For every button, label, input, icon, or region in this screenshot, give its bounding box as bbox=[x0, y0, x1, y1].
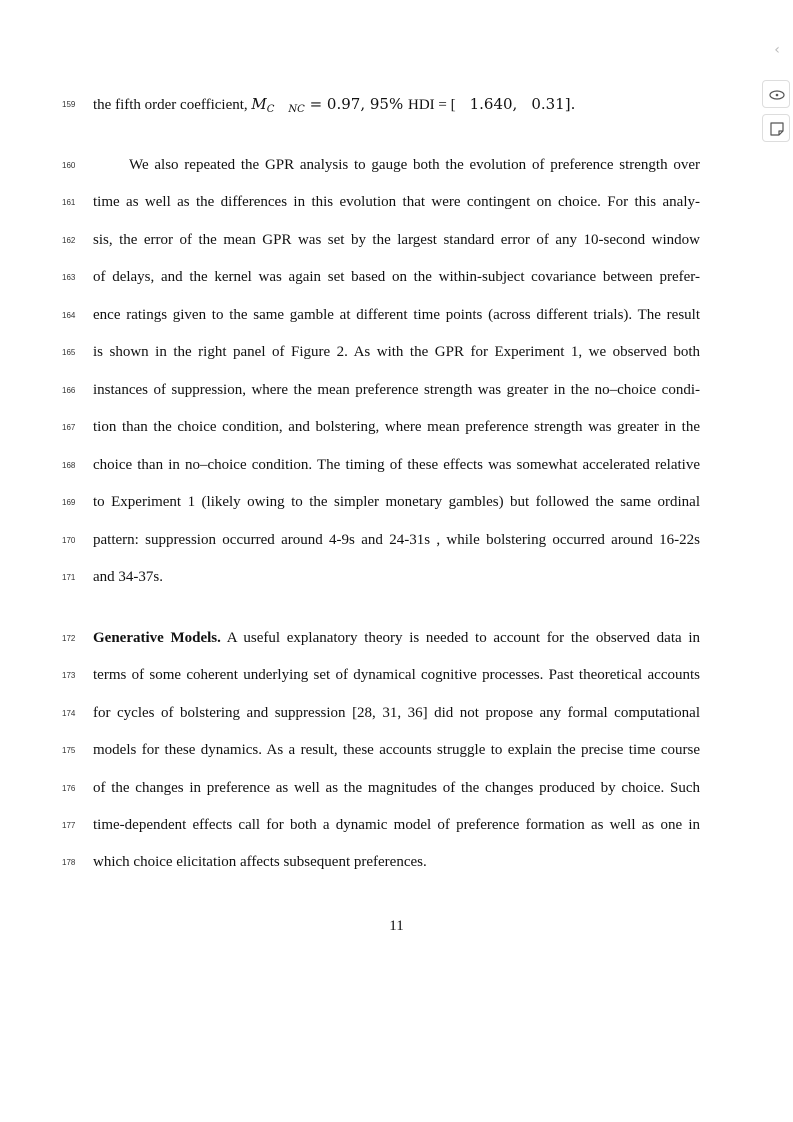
text-line bbox=[0, 192, 793, 212]
line-text: choice than in no–choice condition. The timing of these effects was somewhat accelerated relative bbox=[93, 457, 700, 473]
section-heading: Generative Models. bbox=[93, 630, 221, 646]
line-number: 165 bbox=[62, 348, 76, 357]
math-subscript: C bbox=[266, 104, 275, 115]
line-number: 159 bbox=[62, 100, 76, 109]
line-text: time as well as the differences in this evolution that were contingent on choice. For this analy- bbox=[93, 194, 700, 210]
line-number: 178 bbox=[62, 858, 76, 867]
line-text bbox=[93, 628, 700, 648]
line-text: is shown in the right panel of Figure 2. As with the GPR for Experiment 1, we observed both bbox=[93, 344, 700, 360]
text-line bbox=[0, 703, 793, 723]
text-line bbox=[0, 342, 793, 362]
line-number: 177 bbox=[62, 821, 76, 830]
line-number: 175 bbox=[62, 746, 76, 755]
line-text: to Experiment 1 (likely owing to the simpler monetary gambles) but followed the same ordinal bbox=[93, 494, 700, 510]
line-text: We also repeated the GPR analysis to gauge both the evolution of preference strength over bbox=[129, 157, 700, 173]
line-number: 174 bbox=[62, 709, 76, 718]
note-button[interactable] bbox=[762, 114, 790, 142]
page-number: 11 bbox=[389, 918, 404, 934]
line-number: 167 bbox=[62, 423, 76, 432]
view-button[interactable] bbox=[762, 80, 790, 108]
line-text bbox=[93, 94, 700, 117]
line-text: tion than the choice condition, and bolstering, where mean preference strength was greater in the bbox=[93, 419, 700, 435]
line-number: 170 bbox=[62, 536, 76, 545]
line-text: and 34-37s. bbox=[93, 569, 163, 585]
line-number: 164 bbox=[62, 311, 76, 320]
line-text: models for these dynamics. As a result, these accounts struggle to explain the precise time course bbox=[93, 742, 700, 758]
text-line bbox=[0, 305, 793, 325]
text-line bbox=[0, 530, 793, 550]
text-line bbox=[0, 94, 793, 114]
line-number: 166 bbox=[62, 386, 76, 395]
text-line bbox=[0, 778, 793, 798]
line-number: 169 bbox=[62, 498, 76, 507]
line-number: 162 bbox=[62, 236, 76, 245]
text-line bbox=[0, 665, 793, 685]
text-line bbox=[0, 417, 793, 437]
eye-icon bbox=[768, 86, 786, 104]
text-line bbox=[0, 455, 793, 475]
text-line bbox=[0, 628, 793, 648]
line-text: ence ratings given to the same gamble at different time points (across different trials). The result bbox=[93, 307, 700, 323]
math-variable: M bbox=[251, 95, 267, 113]
text-span: A useful explanatory theory is needed to account for the observed data in bbox=[220, 630, 700, 646]
text-line bbox=[0, 155, 793, 175]
line-text: terms of some coherent underlying set of dynamical cognitive processes. Past theoretical accounts bbox=[93, 667, 700, 683]
line-number: 176 bbox=[62, 784, 76, 793]
line-text: for cycles of bolstering and suppression [28, 31, 36] did not propose any formal computational bbox=[93, 705, 700, 721]
text-span: HDI = [ bbox=[407, 97, 456, 113]
line-number: 171 bbox=[62, 573, 76, 582]
line-text: which choice elicitation affects subsequent preferences. bbox=[93, 854, 427, 870]
math-text: 0.31]. bbox=[531, 95, 576, 113]
line-text: pattern: suppression occurred around 4-9s and 24-31s , while bolstering occurred around 16-22s bbox=[93, 532, 700, 548]
text-line bbox=[0, 852, 793, 872]
line-number: 163 bbox=[62, 273, 76, 282]
line-text: time-dependent effects call for both a dynamic model of preference formation as well as one in bbox=[93, 817, 700, 833]
line-number: 161 bbox=[62, 198, 76, 207]
line-text: of delays, and the kernel was again set based on the within-subject covariance between prefer- bbox=[93, 269, 700, 285]
chevron-left-icon[interactable]: ‹ bbox=[774, 42, 780, 58]
text-line bbox=[0, 492, 793, 512]
text-line bbox=[0, 230, 793, 250]
text-line bbox=[0, 815, 793, 835]
math-subscript: NC bbox=[288, 104, 305, 115]
line-text: of the changes in preference as well as the magnitudes of the changes produced by choice. Such bbox=[93, 780, 700, 796]
math-text: 1.640, bbox=[469, 95, 518, 113]
math-text: = 0.97, 95% bbox=[304, 95, 408, 113]
line-number: 172 bbox=[62, 634, 76, 643]
line-number: 168 bbox=[62, 461, 76, 470]
line-number: 160 bbox=[62, 161, 76, 170]
text-line bbox=[0, 380, 793, 400]
line-text: sis, the error of the mean GPR was set by the largest standard error of any 10-second window bbox=[93, 232, 700, 248]
line-text: instances of suppression, where the mean preference strength was greater in the no–choice condi- bbox=[93, 382, 700, 398]
sticky-note-icon bbox=[768, 120, 786, 138]
text-span: the fifth order coefficient, bbox=[93, 97, 252, 113]
text-line bbox=[0, 267, 793, 287]
text-line bbox=[0, 740, 793, 760]
text-line bbox=[0, 567, 793, 587]
line-number: 173 bbox=[62, 671, 76, 680]
